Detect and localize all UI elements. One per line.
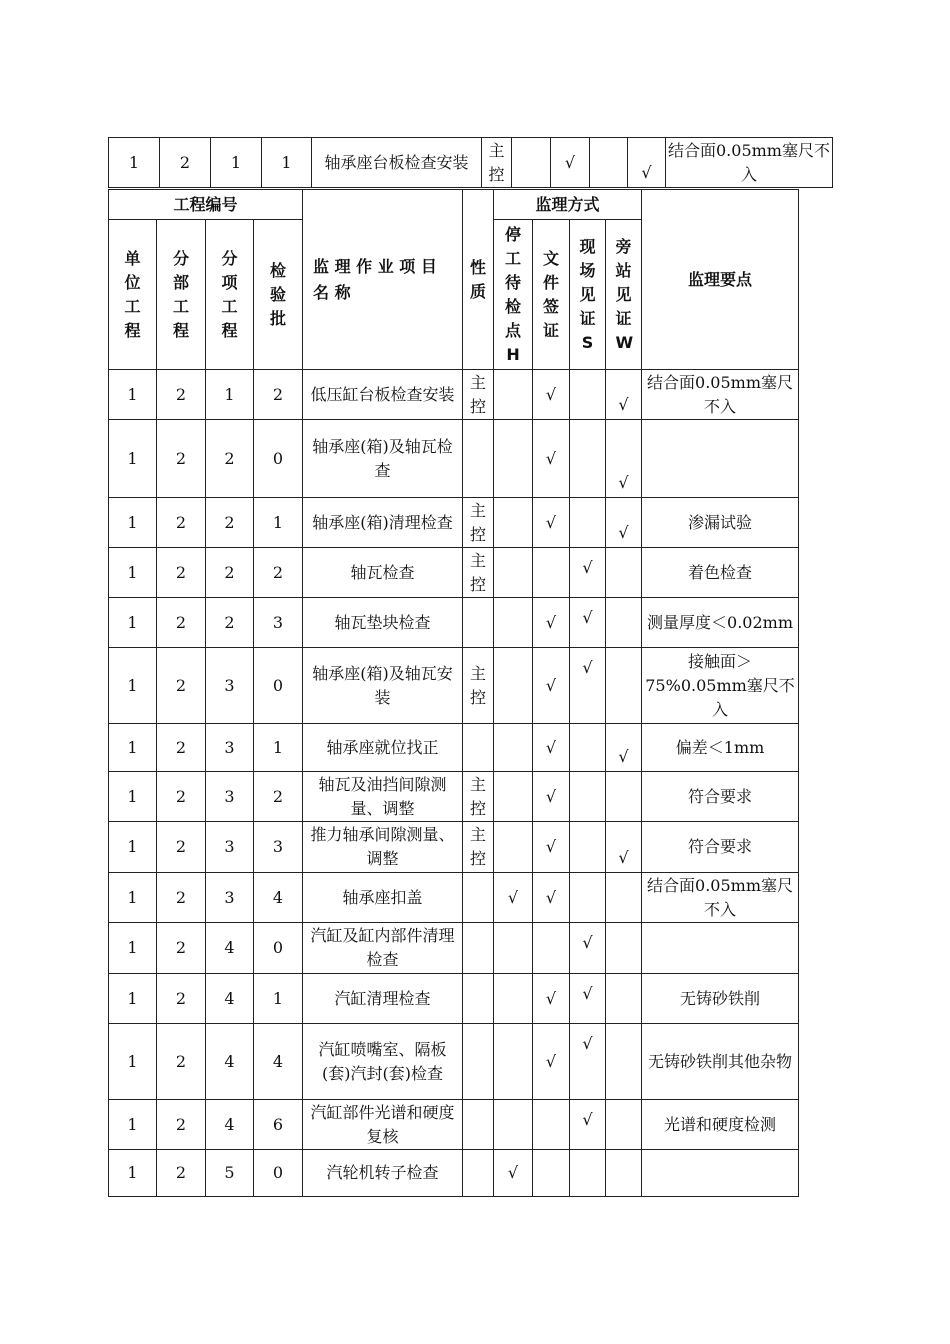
nature-cell — [463, 598, 494, 648]
work-item-cell: 轴承座台板检查安装 — [312, 138, 482, 188]
unit-cell: 1 — [109, 822, 157, 873]
points-cell: 着色检查 — [642, 548, 799, 598]
h-cell: √ — [494, 1150, 533, 1197]
name-cell: 低压缸台板检查安装 — [303, 370, 463, 420]
part-header-text: 分部工程 — [173, 248, 190, 340]
batch-cell: 6 — [254, 1100, 303, 1150]
s-header-text: 现场见证S — [579, 236, 596, 352]
points-cell: 渗漏试验 — [642, 498, 799, 548]
s-cell — [570, 822, 606, 873]
item-cell: 3 — [206, 648, 254, 724]
h-cell — [494, 822, 533, 873]
part-cell: 2 — [157, 822, 206, 873]
table-row — [109, 772, 799, 822]
h-cell — [494, 1100, 533, 1150]
w-cell: √ — [606, 724, 642, 772]
part-cell: 2 — [157, 1100, 206, 1150]
name-cell: 轴承座(箱)及轴瓦检查 — [303, 420, 463, 498]
table-row — [109, 420, 799, 498]
top-fragment-table — [108, 137, 833, 188]
batch-cell: 1 — [262, 138, 312, 188]
h-cell — [494, 923, 533, 974]
nature-cell — [463, 420, 494, 498]
name-cell: 轴承座就位找正 — [303, 724, 463, 772]
method-header: 监理方式 — [494, 190, 642, 220]
w-cell — [606, 648, 642, 724]
table-row — [109, 648, 799, 724]
item-header-text: 分项工程 — [221, 248, 238, 340]
doc-cell: √ — [533, 648, 570, 724]
points-cell: 结合面0.05mm塞尺不入 — [642, 873, 799, 923]
w-cell: √ — [606, 498, 642, 548]
unit-cell: 1 — [109, 138, 160, 188]
doc-cell — [533, 923, 570, 974]
h-header-text: 停工待检点H — [505, 224, 522, 364]
s-cell: √ — [570, 974, 606, 1024]
doc-cell: √ — [533, 822, 570, 873]
points-cell: 符合要求 — [642, 822, 799, 873]
part-cell: 2 — [157, 873, 206, 923]
item-cell: 1 — [211, 138, 262, 188]
s-cell — [570, 724, 606, 772]
unit-cell: 1 — [109, 370, 157, 420]
work-item-header: 监 理 作 业 项 目 名 称 — [303, 190, 463, 370]
part-cell: 2 — [160, 138, 211, 188]
table-row — [109, 1150, 799, 1197]
doc-cell: √ — [533, 974, 570, 1024]
w-header-text: 旁站见证W — [615, 236, 634, 352]
item-cell: 3 — [206, 873, 254, 923]
nature-cell: 主控 — [463, 648, 494, 724]
h-cell — [494, 370, 533, 420]
batch-cell: 1 — [254, 974, 303, 1024]
doc-cell: √ — [533, 1024, 570, 1100]
nature-cell — [463, 1150, 494, 1197]
item-cell: 4 — [206, 923, 254, 974]
nature-header-text: 性质 — [470, 257, 487, 301]
doc-cell: √ — [533, 598, 570, 648]
part-cell: 2 — [157, 974, 206, 1024]
h-cell — [494, 772, 533, 822]
points-cell: 测量厚度＜0.02mm — [642, 598, 799, 648]
name-cell: 轴瓦垫块检查 — [303, 598, 463, 648]
h-header — [494, 220, 533, 370]
w-cell — [606, 873, 642, 923]
unit-cell: 1 — [109, 873, 157, 923]
unit-cell: 1 — [109, 548, 157, 598]
h-cell — [494, 598, 533, 648]
h-cell: √ — [494, 873, 533, 923]
unit-cell: 1 — [109, 923, 157, 974]
points-cell — [642, 923, 799, 974]
name-cell: 汽缸喷嘴室、隔板(套)汽封(套)检查 — [303, 1024, 463, 1100]
batch-cell: 0 — [254, 420, 303, 498]
unit-cell: 1 — [109, 498, 157, 548]
unit-cell: 1 — [109, 648, 157, 724]
w-cell — [606, 1100, 642, 1150]
nature-cell — [463, 1100, 494, 1150]
w-cell — [606, 974, 642, 1024]
s-cell — [570, 1150, 606, 1197]
doc-header-text: 文件签证 — [543, 248, 560, 340]
nature-cell: 主控 — [463, 370, 494, 420]
w-cell — [606, 923, 642, 974]
table-row — [109, 598, 799, 648]
s-cell — [570, 370, 606, 420]
table-row — [109, 370, 799, 420]
table-row — [109, 138, 833, 188]
nature-cell: 主控 — [463, 498, 494, 548]
doc-cell: √ — [533, 498, 570, 548]
s-cell: √ — [570, 598, 606, 648]
name-cell: 轴承座(箱)及轴瓦安装 — [303, 648, 463, 724]
item-cell: 2 — [206, 420, 254, 498]
w-cell: √ — [606, 420, 642, 498]
batch-cell: 1 — [254, 724, 303, 772]
batch-cell: 0 — [254, 648, 303, 724]
part-cell: 2 — [157, 1150, 206, 1197]
part-cell: 2 — [157, 1024, 206, 1100]
part-cell: 2 — [157, 648, 206, 724]
item-cell: 3 — [206, 724, 254, 772]
name-cell: 轴承座扣盖 — [303, 873, 463, 923]
table-row — [109, 1100, 799, 1150]
table-row — [109, 724, 799, 772]
part-cell: 2 — [157, 548, 206, 598]
h-cell — [494, 498, 533, 548]
doc-cell — [533, 1150, 570, 1197]
points-header: 监理要点 — [642, 190, 799, 370]
name-cell: 推力轴承间隙测量、调整 — [303, 822, 463, 873]
h-cell — [494, 548, 533, 598]
batch-cell: 1 — [254, 498, 303, 548]
points-cell: 结合面0.05mm塞尺不入 — [642, 370, 799, 420]
h-cell — [494, 648, 533, 724]
unit-cell: 1 — [109, 724, 157, 772]
unit-cell: 1 — [109, 1024, 157, 1100]
doc-header — [533, 220, 570, 370]
w-cell — [606, 1024, 642, 1100]
table-row — [109, 498, 799, 548]
name-cell: 汽轮机转子检查 — [303, 1150, 463, 1197]
nature-header — [463, 190, 494, 370]
w-cell — [606, 1150, 642, 1197]
table-row — [109, 1024, 799, 1100]
s-cell: √ — [570, 648, 606, 724]
points-cell: 无铸砂铁削 — [642, 974, 799, 1024]
nature-cell — [463, 1024, 494, 1100]
batch-cell: 0 — [254, 1150, 303, 1197]
header-row — [109, 190, 799, 220]
batch-cell: 2 — [254, 370, 303, 420]
doc-cell — [533, 1100, 570, 1150]
part-cell: 2 — [157, 772, 206, 822]
unit-cell: 1 — [109, 974, 157, 1024]
table-row — [109, 974, 799, 1024]
doc-cell — [533, 548, 570, 598]
points-cell: 接触面＞75%0.05mm塞尺不入 — [642, 648, 799, 724]
nature-cell: 主控 — [463, 772, 494, 822]
doc-cell: √ — [533, 420, 570, 498]
name-cell: 汽缸清理检查 — [303, 974, 463, 1024]
name-cell: 轴承座(箱)清理检查 — [303, 498, 463, 548]
unit-header — [109, 220, 157, 370]
nature-cell: 主控 — [463, 822, 494, 873]
batch-cell: 4 — [254, 1024, 303, 1100]
h-cell — [494, 724, 533, 772]
supervision-table — [108, 189, 799, 1197]
s-cell — [570, 772, 606, 822]
item-cell: 1 — [206, 370, 254, 420]
h-cell — [494, 1024, 533, 1100]
item-cell: 4 — [206, 1024, 254, 1100]
project-code-header: 工程编号 — [109, 190, 303, 220]
unit-cell: 1 — [109, 420, 157, 498]
part-cell: 2 — [157, 498, 206, 548]
unit-cell: 1 — [109, 1150, 157, 1197]
doc-cell: √ — [533, 873, 570, 923]
s-cell: √ — [570, 923, 606, 974]
unit-cell: 1 — [109, 598, 157, 648]
w-cell: √ — [628, 138, 666, 188]
part-cell: 2 — [157, 370, 206, 420]
h-cell — [494, 974, 533, 1024]
part-cell: 2 — [157, 598, 206, 648]
nature-cell — [463, 724, 494, 772]
item-cell: 4 — [206, 974, 254, 1024]
batch-cell: 0 — [254, 923, 303, 974]
part-cell: 2 — [157, 923, 206, 974]
name-cell: 轴瓦及油挡间隙测量、调整 — [303, 772, 463, 822]
part-cell: 2 — [157, 724, 206, 772]
points-cell: 符合要求 — [642, 772, 799, 822]
batch-cell: 3 — [254, 598, 303, 648]
nature-cell — [463, 974, 494, 1024]
unit-cell: 1 — [109, 1100, 157, 1150]
points-cell: 结合面0.05mm塞尺不入 — [666, 138, 833, 188]
w-cell — [606, 772, 642, 822]
part-header — [157, 220, 206, 370]
doc-cell: √ — [533, 724, 570, 772]
h-cell — [494, 420, 533, 498]
unit-header-text: 单位工程 — [124, 248, 141, 340]
table-row — [109, 548, 799, 598]
points-cell — [642, 420, 799, 498]
w-cell — [606, 598, 642, 648]
h-cell — [512, 138, 551, 188]
s-cell — [570, 498, 606, 548]
nature-cell: 主控 — [463, 548, 494, 598]
doc-cell: √ — [533, 772, 570, 822]
w-cell — [606, 548, 642, 598]
batch-cell: 2 — [254, 772, 303, 822]
name-cell: 汽缸部件光谱和硬度复核 — [303, 1100, 463, 1150]
doc-cell: √ — [533, 370, 570, 420]
batch-header — [254, 220, 303, 370]
s-cell: √ — [570, 548, 606, 598]
item-cell: 3 — [206, 822, 254, 873]
item-cell: 2 — [206, 548, 254, 598]
batch-cell: 3 — [254, 822, 303, 873]
item-header — [206, 220, 254, 370]
points-cell: 光谱和硬度检测 — [642, 1100, 799, 1150]
batch-cell: 2 — [254, 548, 303, 598]
nature-cell: 主控 — [482, 138, 512, 188]
table-row — [109, 923, 799, 974]
item-cell: 5 — [206, 1150, 254, 1197]
nature-cell — [463, 873, 494, 923]
table-row — [109, 822, 799, 873]
points-cell: 偏差＜1mm — [642, 724, 799, 772]
item-cell: 3 — [206, 772, 254, 822]
unit-cell: 1 — [109, 772, 157, 822]
s-cell: √ — [570, 1024, 606, 1100]
nature-cell — [463, 923, 494, 974]
w-header — [606, 220, 642, 370]
table-row — [109, 873, 799, 923]
item-cell: 2 — [206, 498, 254, 548]
w-cell: √ — [606, 370, 642, 420]
doc-cell: √ — [551, 138, 590, 188]
name-cell: 轴瓦检查 — [303, 548, 463, 598]
s-cell — [570, 873, 606, 923]
s-cell: √ — [570, 1100, 606, 1150]
table-body — [109, 370, 799, 1197]
s-cell — [590, 138, 628, 188]
batch-cell: 4 — [254, 873, 303, 923]
s-header — [570, 220, 606, 370]
points-cell — [642, 1150, 799, 1197]
points-cell: 无铸砂铁削其他杂物 — [642, 1024, 799, 1100]
s-cell — [570, 420, 606, 498]
item-cell: 4 — [206, 1100, 254, 1150]
name-cell: 汽缸及缸内部件清理检查 — [303, 923, 463, 974]
part-cell: 2 — [157, 420, 206, 498]
w-cell: √ — [606, 822, 642, 873]
batch-header-text: 检验批 — [270, 260, 287, 328]
item-cell: 2 — [206, 598, 254, 648]
